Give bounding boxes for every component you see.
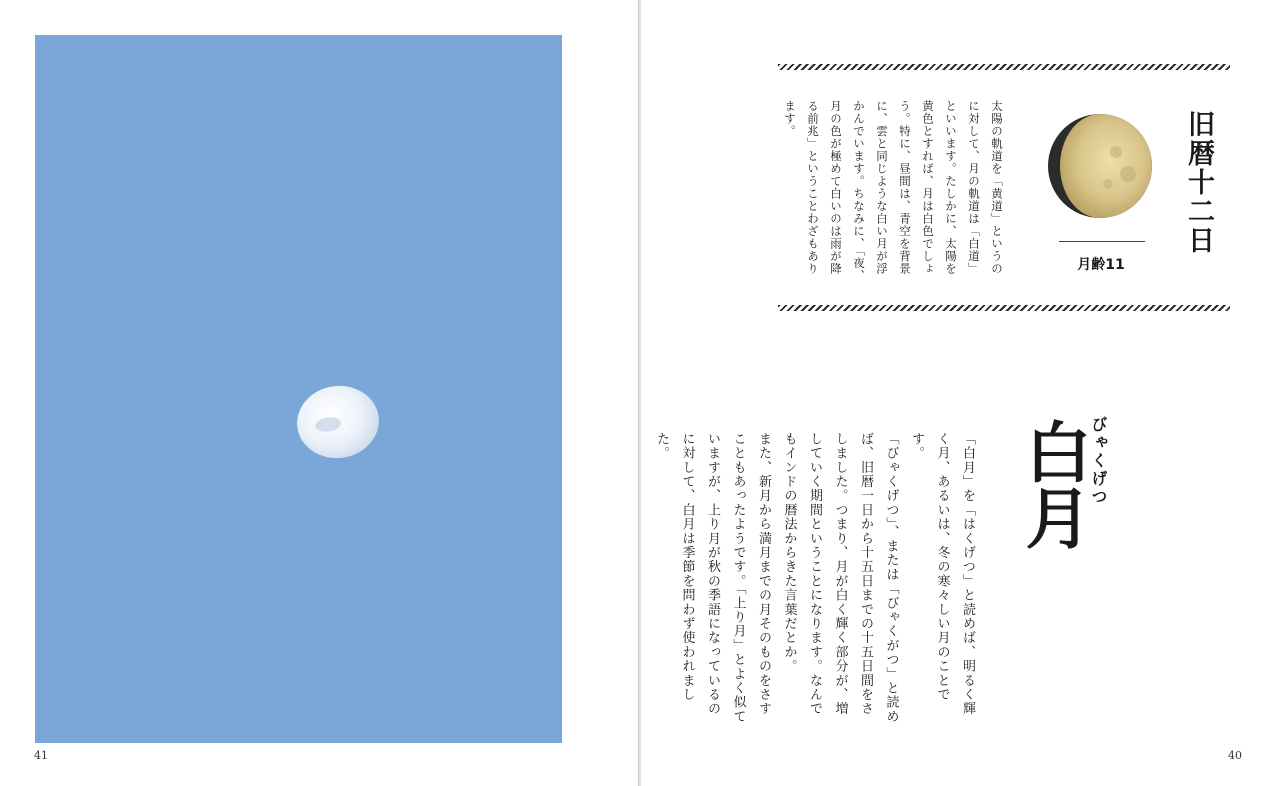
waxing-gibbous-moon-icon (1046, 112, 1154, 220)
koyomi-title: 旧暦十二日 (1183, 110, 1214, 255)
entry-paragraph-1: 「白月」を「はくげつ」と読めば、明るく輝く月、あるいは、冬の寒々しい月のことです。 (909, 432, 975, 716)
white-moon-image (292, 381, 383, 464)
title-reading: びゃくげつ (1089, 416, 1108, 506)
moon-age-rule (1059, 241, 1145, 242)
hatched-rule-bottom (778, 305, 1230, 311)
daytime-moon-photo (35, 35, 562, 743)
entry-title: 白月 (1014, 418, 1091, 550)
moon-age-label: 月齢11 (1077, 257, 1125, 273)
right-page (641, 0, 1280, 786)
entry-body (654, 432, 980, 724)
entry-paragraph-2: 「びゃくげつ」、または「びゃくがつ」と読めば、旧暦一日から十五日までの十五日間をさしました。つまり、月が白く輝く部分が、増していく期間ということになります。なんでもインドの暦法からきた言葉だとか。 (781, 432, 899, 724)
koyomi-paragraph: 太陽の軌道を「黄道」というのに対して、月の軌道は「白道」といいます。たしかに、太陽を黄色とすれば、月は白色でしょう。特に、昼間は、青空を背景に、雲と同じような白い月が浮かんでいます。ちなみに、「夜、月の色が極めて白いのは雨が降る前兆」ということわざもあります。 (783, 100, 1004, 282)
entry-paragraph-3: また、新月から満月までの月そのものをさすこともあったようです。「上り月」とよく似ていますが、上り月が秋の季語になっているのに対して、白月は季節を問わず使われました。 (654, 432, 771, 724)
koyomi-text (768, 100, 1008, 285)
hatched-rule-top (778, 64, 1230, 70)
page-number-left: 41 (34, 749, 48, 762)
page-number-right: 40 (1228, 749, 1242, 762)
